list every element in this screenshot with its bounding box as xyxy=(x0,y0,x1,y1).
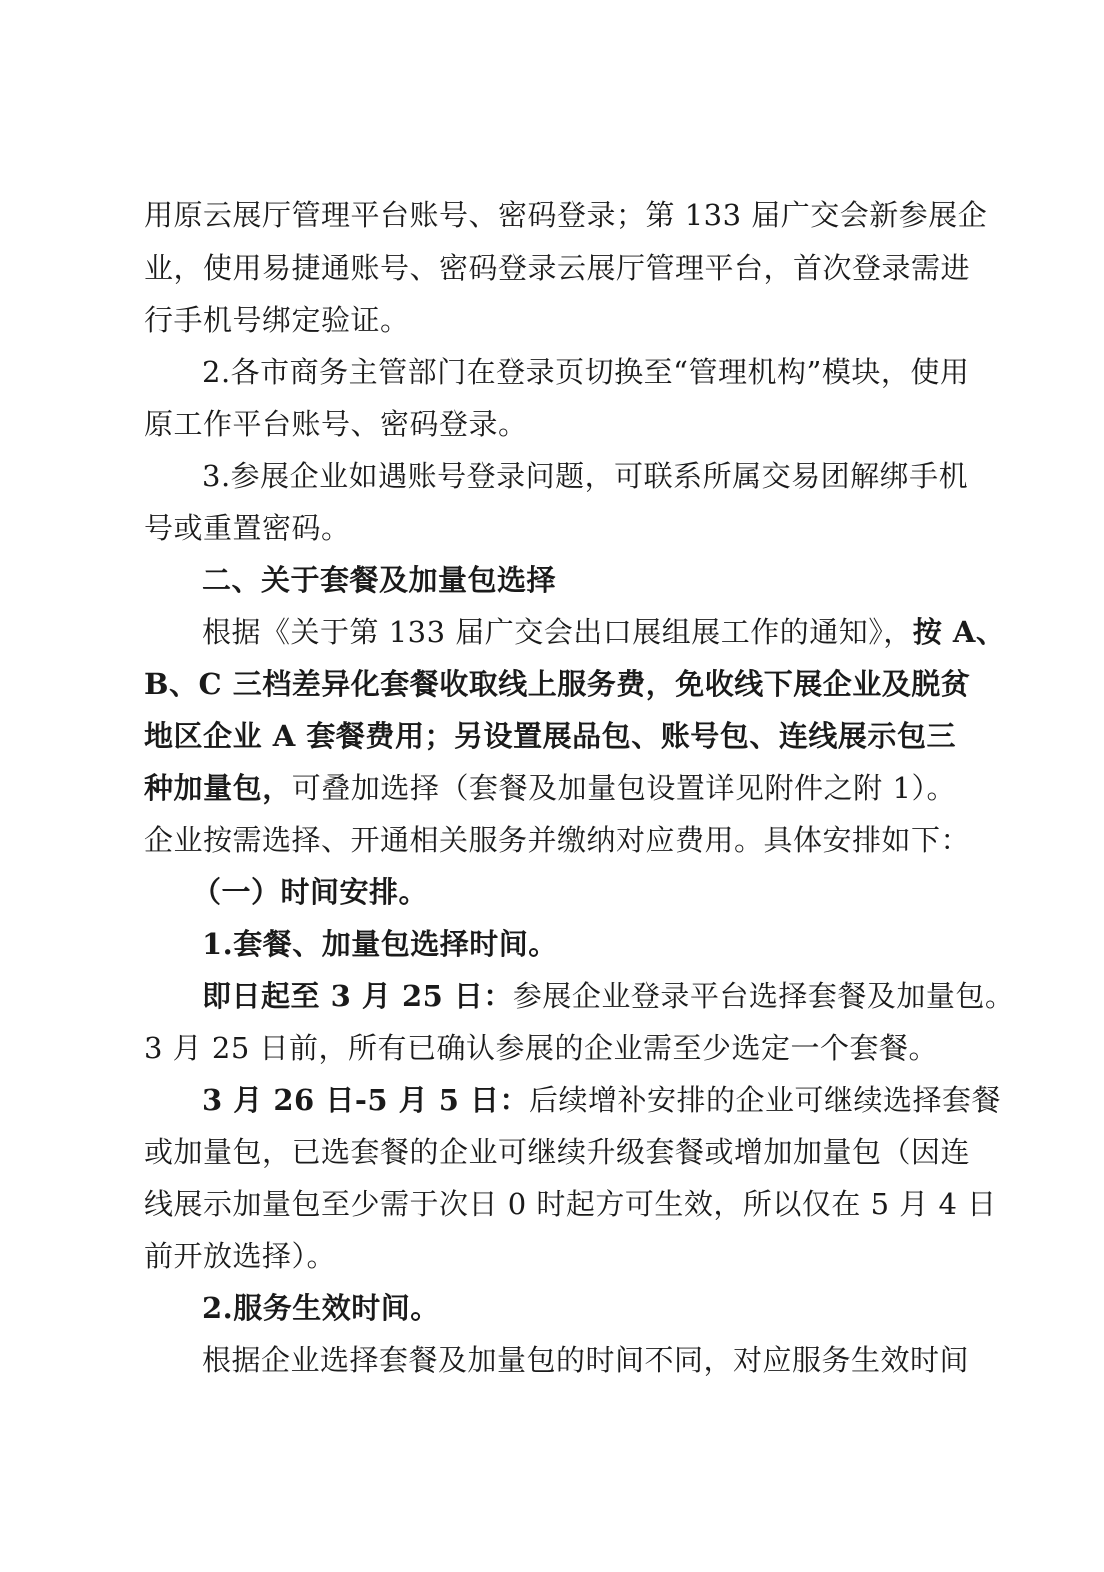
text-segment: 可叠加选择（套餐及加量包设置详见附件之附 1）。 xyxy=(291,771,956,805)
paragraph-line xyxy=(202,970,1015,1022)
text-segment: 1.套餐、加量包选择时间。 xyxy=(202,927,558,961)
paragraph-line xyxy=(144,658,971,710)
text-segment: 根据《关于第 133 届广交会出口展组展工作的通知》， xyxy=(202,615,913,649)
paragraph-line xyxy=(144,1230,956,1282)
text-segment: 参展企业登录平台选择套餐及加量包。 xyxy=(512,979,1015,1013)
paragraph-line xyxy=(202,606,1006,658)
subsection-heading xyxy=(192,866,946,918)
bold-text-segment: 即日起至 3 月 25 日： xyxy=(202,979,513,1013)
text-segment: （一）时间安排。 xyxy=(192,875,429,909)
text-segment: 3.参展企业如遇账号登录问题，可联系所属交易团解绑手机 xyxy=(202,459,969,493)
paragraph-line xyxy=(144,398,956,450)
paragraph-line xyxy=(144,294,956,346)
paragraph-line xyxy=(144,189,988,241)
paragraph-line xyxy=(144,502,956,554)
text-segment: 后续增补安排的企业可继续选择套餐 xyxy=(529,1083,1002,1117)
paragraph-line xyxy=(144,762,956,814)
paragraph-line xyxy=(202,346,970,398)
text-segment: 用原云展厅管理平台账号、密码登录；第 133 届广交会新参展企 xyxy=(144,198,988,232)
paragraph-line xyxy=(202,1074,1002,1126)
text-segment: 号或重置密码。 xyxy=(144,511,351,545)
text-segment: 或加量包，已选套餐的企业可继续升级套餐或增加加量包（因连 xyxy=(144,1135,971,1169)
bold-text-segment: B、C 三档差异化套餐收取线上服务费，免收线下展企业及脱贫 xyxy=(144,667,971,701)
bold-text-segment: 按 A、 xyxy=(912,615,1006,649)
paragraph-line xyxy=(144,814,971,866)
text-segment: 2.各市商务主管部门在登录页切换至“管理机构”模块，使用 xyxy=(202,355,970,389)
paragraph-line xyxy=(202,1334,970,1386)
paragraph-line xyxy=(144,1022,956,1074)
text-segment: 3 月 25 日前，所有已确认参展的企业需至少选定一个套餐。 xyxy=(144,1031,939,1065)
paragraph-line xyxy=(144,1178,997,1230)
text-segment: 线展示加量包至少需于次日 0 时起方可生效，所以仅在 5 月 4 日 xyxy=(144,1187,997,1221)
bold-text-segment: 3 月 26 日-5 月 5 日： xyxy=(202,1083,530,1117)
paragraph-line xyxy=(144,1126,971,1178)
paragraph-line xyxy=(144,710,956,762)
section-heading xyxy=(202,554,956,606)
bold-text-segment: 种加量包， xyxy=(144,771,292,805)
item-heading xyxy=(202,918,956,970)
text-segment: 前开放选择）。 xyxy=(144,1239,337,1273)
paragraph-line xyxy=(144,242,971,294)
text-segment: 行手机号绑定验证。 xyxy=(144,303,410,337)
item-heading xyxy=(202,1282,956,1334)
text-segment: 2.服务生效时间。 xyxy=(202,1291,440,1325)
paragraph-line xyxy=(202,450,969,502)
text-segment: 二、关于套餐及加量包选择 xyxy=(202,563,557,597)
text-segment: 根据企业选择套餐及加量包的时间不同，对应服务生效时间 xyxy=(202,1343,970,1377)
bold-text-segment: 地区企业 A 套餐费用；另设置展品包、账号包、连线展示包三 xyxy=(144,719,956,753)
text-segment: 业，使用易捷通账号、密码登录云展厅管理平台，首次登录需进 xyxy=(144,251,971,285)
text-segment: 企业按需选择、开通相关服务并缴纳对应费用。具体安排如下： xyxy=(144,823,971,857)
text-segment: 原工作平台账号、密码登录。 xyxy=(144,407,528,441)
